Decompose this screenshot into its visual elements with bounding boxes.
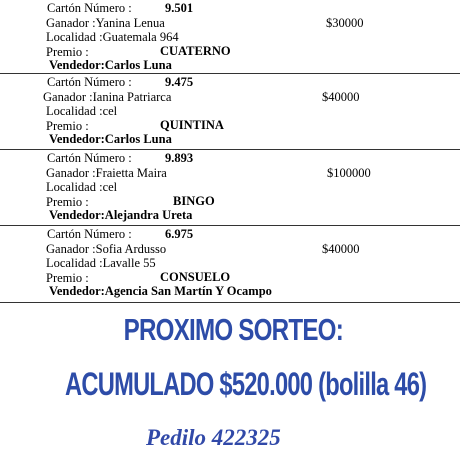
premio-label: Premio : xyxy=(46,45,89,59)
prize-amount: $40000 xyxy=(322,242,360,256)
pedilo-phone: Pedilo 422325 xyxy=(146,425,281,450)
carton-label: Cartón Número : xyxy=(47,1,132,15)
vendedor-text: Vendedor:Carlos Luna xyxy=(49,58,172,72)
prize-amount: $40000 xyxy=(322,90,360,104)
premio-name: BINGO xyxy=(173,194,215,208)
carton-label: Cartón Número : xyxy=(47,227,132,241)
carton-number: 9.501 xyxy=(165,1,194,15)
winner-entry xyxy=(0,74,460,150)
jackpot-text: ACUMULADO $520.000 (bolilla 46) xyxy=(65,366,427,402)
ganador-text: Ganador :Fraietta Maira xyxy=(46,166,167,180)
ganador-text: Ganador :Ianina Patriarca xyxy=(43,90,172,104)
winner-entry xyxy=(0,0,460,74)
next-draw-heading: PROXIMO SORTEO: xyxy=(123,312,343,347)
winner-entry xyxy=(0,150,460,226)
carton-number: 6.975 xyxy=(165,227,194,241)
premio-name: CONSUELO xyxy=(160,270,231,284)
premio-label: Premio : xyxy=(46,195,89,209)
localidad-text: Localidad :Guatemala 964 xyxy=(46,30,179,44)
carton-number: 9.893 xyxy=(165,151,194,165)
prize-amount: $30000 xyxy=(326,16,364,30)
premio-label: Premio : xyxy=(46,119,89,133)
premio-name: QUINTINA xyxy=(160,118,224,132)
vendedor-text: Vendedor:Carlos Luna xyxy=(49,132,172,146)
localidad-text: Localidad :cel xyxy=(46,104,118,118)
vendedor-text: Vendedor:Agencia San Martín Y Ocampo xyxy=(49,284,272,298)
carton-label: Cartón Número : xyxy=(47,151,132,165)
winner-entry xyxy=(0,226,460,303)
carton-label: Cartón Número : xyxy=(47,75,132,89)
ganador-text: Ganador :Yanina Lenua xyxy=(46,16,165,30)
localidad-text: Localidad :Lavalle 55 xyxy=(46,256,156,270)
prize-amount: $100000 xyxy=(327,166,371,180)
carton-number: 9.475 xyxy=(165,75,194,89)
vendedor-text: Vendedor:Alejandra Ureta xyxy=(49,208,193,222)
ganador-text: Ganador :Sofia Ardusso xyxy=(46,242,167,256)
premio-label: Premio : xyxy=(46,271,89,285)
premio-name: CUATERNO xyxy=(160,44,231,58)
localidad-text: Localidad :cel xyxy=(46,180,118,194)
